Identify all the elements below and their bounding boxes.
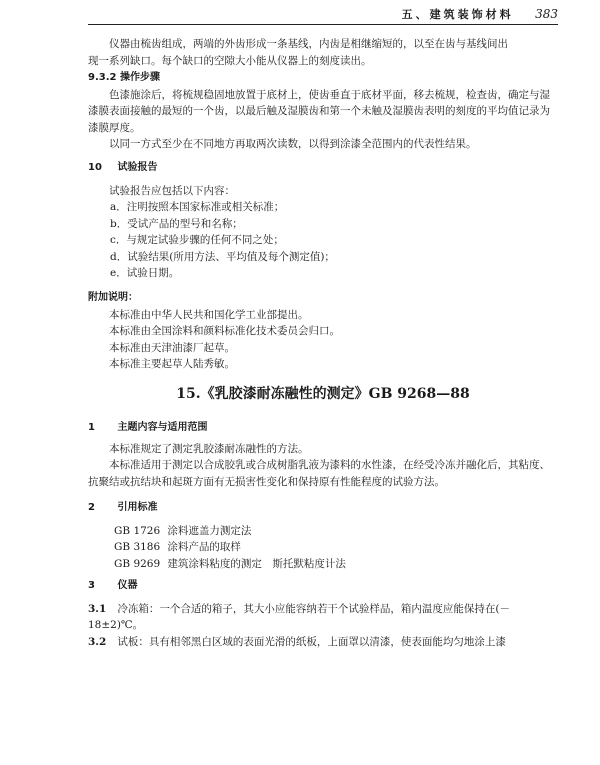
section-number: 10	[88, 162, 102, 173]
appendix-line: 本标准主要起草人陆秀敏。	[109, 358, 235, 370]
section-number: 2	[88, 502, 95, 513]
section-heading	[88, 70, 558, 87]
appendix-notes	[88, 290, 558, 373]
reference-code: GB 9269	[114, 557, 161, 570]
section-title: 主题内容与适用范围	[117, 422, 208, 433]
standard-title: 15.《乳胶漆耐冻融性的测定》GB 9268—88	[176, 386, 470, 402]
item-text: 冷冻箱：一个合适的箱子，其大小应能容纳若干个试验样品，箱内温度应能保持在(－18±2)℃。	[88, 602, 510, 631]
header-section-title: 五、建筑装饰材料	[401, 8, 514, 21]
section-title: 仪器	[117, 580, 138, 591]
reference-item	[88, 539, 558, 556]
section-number: 1	[88, 422, 95, 433]
section-title: 引用标准	[117, 502, 158, 513]
section-2	[88, 500, 558, 572]
appendix-line: 本标准由天津油漆厂起草。	[109, 341, 235, 354]
section-number: 9.3.2	[88, 72, 117, 83]
list-item: c．与规定试验步骤的任何不同之处；	[110, 234, 284, 246]
reference-name: 涂料遮盖力测定法	[167, 524, 252, 537]
section-1	[88, 420, 558, 490]
paragraph: 本标准规定了测定乳胶漆耐冻融性的方法。	[109, 442, 309, 455]
list-item: d．试验结果(所用方法、平均值及每个测定值)；	[110, 250, 335, 263]
list-item: e．试验日期。	[110, 267, 180, 279]
reference-item	[88, 556, 558, 573]
item-number: 3.2	[88, 635, 107, 648]
top-text-line-2: 现一系列缺口。每个缺口的空隙大小能从仪器上的刻度读出。	[88, 54, 372, 67]
section-heading	[88, 500, 558, 517]
list-item: b．受试产品的型号和名称；	[110, 217, 243, 230]
appendix-title: 附加说明：	[88, 292, 138, 303]
appendix-line: 本标准由中华人民共和国化学工业部提出。	[109, 308, 309, 321]
paragraph	[88, 634, 558, 651]
section-9-3-2	[88, 70, 558, 153]
section-heading	[88, 578, 558, 595]
paragraph: 本标准适用于测定以合成胶乳或合成树脂乳液为漆料的水性漆，在经受冷冻并融化后，其粘度、抗聚结或抗结块和起斑方面有无损害性变化和保持原有性能程度的试验方法。	[88, 459, 550, 488]
running-header	[88, 6, 558, 25]
item-number: 3.1	[88, 602, 107, 615]
paragraph: 色漆施涂后，将梳规稳固地放置于底材上，使齿垂直于底材平面，移去梳规，检查齿，确定与湿漆膜表面接触的最短的一个齿，以最后触及湿膜齿和第一个未触及湿膜齿表明的刻度的平均值记录为漆膜厚度。	[88, 88, 550, 134]
section-heading	[88, 160, 558, 177]
reference-code: GB 3186	[114, 541, 161, 553]
appendix-line: 本标准由全国涂料和颜料标准化技术委员会归口。	[109, 325, 340, 337]
reference-name: 涂料产品的取样	[167, 541, 241, 553]
section-3	[88, 578, 558, 650]
reference-code: GB 1726	[114, 524, 161, 537]
top-paragraph	[88, 36, 558, 69]
top-text-line-1: 仪器由梳齿组成，两端的外齿形成一条基线，内齿是相继缩短的，以至在齿与基线间出	[109, 38, 508, 50]
paragraph: 试验报告应包括以下内容：	[109, 184, 235, 197]
section-number: 3	[88, 580, 95, 591]
section-title: 试验报告	[117, 162, 158, 173]
paragraph: 以同一方式至少在不同地方再取两次读数，以得到涂漆全范围内的代表性结果。	[109, 138, 477, 150]
reference-name: 建筑涂料粘度的测定 斯托默粘度计法	[167, 557, 346, 570]
section-heading	[88, 420, 558, 437]
list-item: a．注明按照本国家标准或相关标准；	[110, 201, 285, 213]
paragraph	[88, 601, 558, 634]
section-title: 操作步骤	[119, 72, 160, 83]
page-number: 383	[535, 7, 558, 21]
item-text: 试板：具有相邻黑白区域的表面光滑的纸板，上面罩以清漆，使表面能均匀地涂上漆	[117, 635, 506, 648]
reference-item	[88, 523, 558, 540]
section-10	[88, 160, 558, 282]
